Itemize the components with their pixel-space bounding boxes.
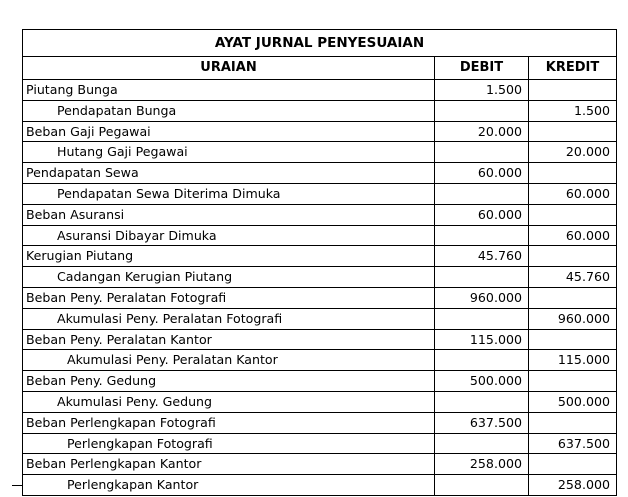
uraian-cell: Beban Perlengkapan Kantor bbox=[23, 454, 435, 475]
kredit-cell bbox=[529, 371, 617, 392]
table-row bbox=[23, 308, 617, 329]
uraian-cell: Beban Asuransi bbox=[23, 204, 435, 225]
uraian-cell: Perlengkapan Fotografi bbox=[23, 433, 435, 454]
kredit-cell: 1.500 bbox=[529, 100, 617, 121]
kredit-cell: 637.500 bbox=[529, 433, 617, 454]
debit-cell bbox=[435, 225, 529, 246]
kredit-cell: 20.000 bbox=[529, 142, 617, 163]
debit-cell bbox=[435, 475, 529, 496]
table-row bbox=[23, 350, 617, 371]
uraian-cell: Hutang Gaji Pegawai bbox=[23, 142, 435, 163]
uraian-cell: Pendapatan Bunga bbox=[23, 100, 435, 121]
kredit-cell: 258.000 bbox=[529, 475, 617, 496]
uraian-cell: Akumulasi Peny. Peralatan Fotografi bbox=[23, 308, 435, 329]
debit-cell: 45.760 bbox=[435, 246, 529, 267]
debit-cell: 960.000 bbox=[435, 287, 529, 308]
kredit-cell: 60.000 bbox=[529, 225, 617, 246]
debit-cell bbox=[435, 267, 529, 288]
table-row bbox=[23, 329, 617, 350]
kredit-cell bbox=[529, 246, 617, 267]
kredit-cell bbox=[529, 287, 617, 308]
table-row bbox=[23, 371, 617, 392]
table-row bbox=[23, 412, 617, 433]
debit-cell: 1.500 bbox=[435, 80, 529, 101]
debit-cell bbox=[435, 183, 529, 204]
kredit-cell bbox=[529, 329, 617, 350]
header-uraian: URAIAN bbox=[23, 57, 435, 80]
table-row bbox=[23, 475, 617, 496]
table-row bbox=[23, 433, 617, 454]
debit-cell bbox=[435, 350, 529, 371]
kredit-cell bbox=[529, 454, 617, 475]
table-row bbox=[23, 225, 617, 246]
kredit-cell bbox=[529, 412, 617, 433]
table-title: AYAT JURNAL PENYESUAIAN bbox=[23, 30, 617, 57]
debit-cell: 637.500 bbox=[435, 412, 529, 433]
debit-cell bbox=[435, 100, 529, 121]
debit-cell: 500.000 bbox=[435, 371, 529, 392]
header-row bbox=[23, 57, 617, 80]
uraian-cell: Pendapatan Sewa Diterima Dimuka bbox=[23, 183, 435, 204]
uraian-cell: Piutang Bunga bbox=[23, 80, 435, 101]
kredit-cell: 45.760 bbox=[529, 267, 617, 288]
uraian-cell: Cadangan Kerugian Piutang bbox=[23, 267, 435, 288]
table-row bbox=[23, 100, 617, 121]
header-debit: DEBIT bbox=[435, 57, 529, 80]
uraian-cell: Beban Gaji Pegawai bbox=[23, 121, 435, 142]
table-row bbox=[23, 183, 617, 204]
table-row bbox=[23, 204, 617, 225]
header-kredit: KREDIT bbox=[529, 57, 617, 80]
table-row bbox=[23, 121, 617, 142]
table-row bbox=[23, 163, 617, 184]
table-row bbox=[23, 80, 617, 101]
table-row bbox=[23, 267, 617, 288]
debit-cell bbox=[435, 142, 529, 163]
adjusting-journal-sheet bbox=[22, 29, 616, 493]
title-row bbox=[23, 30, 617, 57]
uraian-cell: Beban Perlengkapan Fotografi bbox=[23, 412, 435, 433]
kredit-cell bbox=[529, 204, 617, 225]
debit-cell: 258.000 bbox=[435, 454, 529, 475]
table-row bbox=[23, 391, 617, 412]
kredit-cell bbox=[529, 163, 617, 184]
table-row bbox=[23, 142, 617, 163]
uraian-cell: Perlengkapan Kantor bbox=[23, 475, 435, 496]
debit-cell: 115.000 bbox=[435, 329, 529, 350]
debit-cell: 60.000 bbox=[435, 163, 529, 184]
kredit-cell: 960.000 bbox=[529, 308, 617, 329]
uraian-cell: Beban Peny. Peralatan Fotografi bbox=[23, 287, 435, 308]
margin-tick-line bbox=[12, 485, 22, 486]
uraian-cell: Beban Peny. Gedung bbox=[23, 371, 435, 392]
debit-cell bbox=[435, 391, 529, 412]
debit-cell: 60.000 bbox=[435, 204, 529, 225]
uraian-cell: Beban Peny. Peralatan Kantor bbox=[23, 329, 435, 350]
kredit-cell bbox=[529, 80, 617, 101]
uraian-cell: Asuransi Dibayar Dimuka bbox=[23, 225, 435, 246]
uraian-cell: Pendapatan Sewa bbox=[23, 163, 435, 184]
debit-cell: 20.000 bbox=[435, 121, 529, 142]
kredit-cell: 60.000 bbox=[529, 183, 617, 204]
kredit-cell bbox=[529, 121, 617, 142]
kredit-cell: 115.000 bbox=[529, 350, 617, 371]
kredit-cell: 500.000 bbox=[529, 391, 617, 412]
table-row bbox=[23, 287, 617, 308]
table-row bbox=[23, 454, 617, 475]
table-row bbox=[23, 246, 617, 267]
uraian-cell: Akumulasi Peny. Peralatan Kantor bbox=[23, 350, 435, 371]
debit-cell bbox=[435, 433, 529, 454]
journal-table bbox=[22, 29, 617, 496]
debit-cell bbox=[435, 308, 529, 329]
uraian-cell: Kerugian Piutang bbox=[23, 246, 435, 267]
uraian-cell: Akumulasi Peny. Gedung bbox=[23, 391, 435, 412]
